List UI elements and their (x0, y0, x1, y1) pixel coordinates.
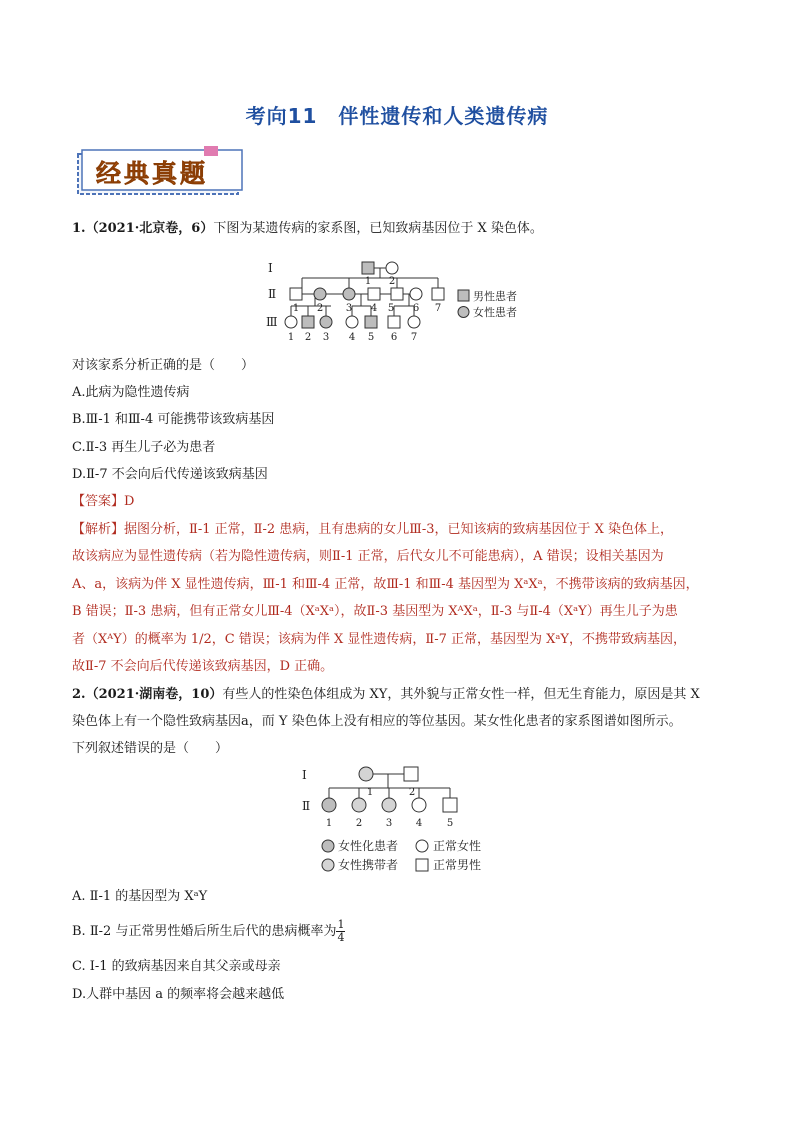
legend-affected-male-icon (458, 290, 469, 301)
ped1-num: 1 (364, 276, 372, 287)
legend-normal-female-icon (416, 840, 428, 852)
legend-female-carrier-label: 女性携带者 (338, 858, 399, 872)
ped1-num: 3 (322, 332, 330, 343)
ped1-III2-affected-male (302, 316, 314, 328)
ped1-II2-affected-female (314, 288, 326, 300)
ped1-III6-normal-male (388, 316, 400, 328)
ped2-II4-normal-female (412, 798, 426, 812)
ped1-num: 7 (434, 303, 442, 314)
section-banner-text: 经典真题 (96, 159, 209, 188)
q1-pedigree-diagram (262, 244, 542, 354)
ped1-num: 6 (390, 332, 398, 343)
q2-stem-line (72, 686, 700, 704)
legend-affected-male-label: 男性患者 (473, 290, 517, 303)
ped2-num: 3 (385, 818, 393, 829)
ped1-num: 6 (412, 303, 420, 314)
q2-option-b: B. Ⅱ-2 与正常男性婚后所生后代的患病概率为 (72, 924, 337, 939)
ped1-num: 5 (367, 332, 375, 343)
ped1-II3-affected-female (343, 288, 355, 300)
ped1-III7-normal-female (408, 316, 420, 328)
legend-normal-male-icon (416, 859, 428, 871)
ped1-gen-label: Ⅲ (266, 315, 278, 329)
q2-pedigree-diagram (298, 764, 518, 876)
legend-feminized-patient-icon (322, 840, 334, 852)
legend-normal-female-label: 正常女性 (433, 839, 482, 853)
q2-number: 2. (72, 687, 86, 702)
ped1-num: 1 (292, 303, 300, 314)
ped1-II5-normal-male (391, 288, 403, 300)
q1-stem: 下图为某遗传病的家系图，已知致病基因位于 X 染色体。 (213, 221, 543, 236)
q1-source: （2021·北京卷，6） (85, 221, 214, 236)
ped1-num: 2 (304, 332, 312, 343)
q2-option-c: C. Ⅰ-1 的致病基因来自其父亲或母亲 (72, 959, 281, 974)
ped2-num: 2 (408, 787, 416, 798)
legend-female-carrier-icon (322, 859, 334, 871)
legend-feminized-patient-label: 女性化患者 (338, 839, 399, 853)
q1-answer-value: D (124, 494, 135, 509)
ped1-num: 2 (316, 303, 324, 314)
legend-normal-male-label: 正常男性 (433, 858, 482, 872)
q2-option-a: A. Ⅱ-1 的基因型为 XᵃY (72, 889, 208, 904)
ped1-num: 4 (370, 303, 378, 314)
ped1-num: 1 (287, 332, 295, 343)
fraction-numerator: 1 (337, 918, 345, 931)
ped2-II2-carrier-female (352, 798, 366, 812)
q2-source: （2021·湖南卷，10） (85, 687, 223, 702)
ped1-II6-normal-female (410, 288, 422, 300)
q1-analysis-line: 故该病应为显性遗传病（若为隐性遗传病，则Ⅱ-1 正常，后代女儿不可能患病），A 错误；设相关基因为 (72, 549, 664, 564)
q1-number: 1. (72, 221, 86, 236)
ped1-num: 3 (345, 303, 353, 314)
ped1-I1-affected-male (362, 262, 374, 274)
q2-option-b-fraction (336, 919, 345, 944)
q1-stem-line (72, 220, 543, 238)
q1-analysis-text: 据图分析，Ⅱ-1 正常，Ⅱ-2 患病，且有患病的女儿Ⅲ-3，已知该病的致病基因位于 X 染色体上， (124, 522, 673, 537)
q1-option-d: D.Ⅱ-7 不会向后代传递该致病基因 (72, 467, 268, 482)
ped2-II1-feminized-patient (322, 798, 336, 812)
q1-analysis-line (72, 521, 673, 539)
ped1-gen-label: Ⅱ (268, 287, 277, 301)
ped1-III4-normal-female (346, 316, 358, 328)
q2-stem: 有些人的性染色体组成为 XY，其外貌与正常女性一样，但无生育能力，原因是其 X (222, 687, 700, 702)
q1-analysis-line: 者（XᴬY）的概率为 1/2，C 错误；该病为伴 X 显性遗传病，Ⅱ-7 正常，基因型为 XᵃY，不携带致病基因， (72, 632, 687, 647)
ped1-III1-normal-female (285, 316, 297, 328)
ped1-III3-affected-female (320, 316, 332, 328)
ped1-num: 4 (348, 332, 356, 343)
q1-prompt: 对该家系分析正确的是（ ） (72, 358, 255, 373)
q1-option-b: B.Ⅲ-1 和Ⅲ-4 可能携带该致病基因 (72, 412, 275, 427)
ped2-num: 2 (355, 818, 363, 829)
q1-answer-line (72, 493, 134, 511)
ped1-II1-normal-male (290, 288, 302, 300)
ped1-gen-label: Ⅰ (268, 261, 273, 275)
ped2-num: 1 (325, 818, 333, 829)
ped2-II3-carrier-female (382, 798, 396, 812)
ped1-num: 2 (388, 276, 396, 287)
q2-stem-line: 染色体上有一个隐性致病基因a，而 Y 染色体上没有相应的等位基因。某女性化患者的家系图谱如图所示。 (72, 714, 682, 729)
page-title: 考向11 伴性遗传和人类遗传病 (245, 104, 549, 128)
q1-answer-label: 【答案】 (72, 494, 125, 509)
ped2-II5-normal-male (443, 798, 457, 812)
ped2-num: 5 (446, 818, 454, 829)
legend-affected-female-icon (458, 307, 469, 318)
q2-option-b-line (72, 918, 345, 946)
ped2-gen-label: Ⅰ (302, 768, 307, 782)
ped1-I2-normal-female (386, 262, 398, 274)
q1-option-a: A.此病为隐性遗传病 (72, 385, 190, 400)
q1-analysis-label: 【解析】 (72, 522, 125, 537)
section-banner (76, 146, 246, 198)
q2-option-d: D.人群中基因 a 的频率将会越来越低 (72, 987, 285, 1002)
ped2-num: 4 (415, 818, 423, 829)
q1-analysis-line: B 错误；Ⅱ-3 患病，但有正常女儿Ⅲ-4（XᵃXᵃ），故Ⅱ-3 基因型为 XᴬXᵃ，Ⅱ-3 与Ⅱ-4（XᵃY）再生儿子为患 (72, 604, 678, 619)
ped2-gen-label: Ⅱ (302, 799, 311, 813)
ped1-num: 7 (410, 332, 418, 343)
fraction-denominator: 4 (337, 931, 345, 944)
q1-analysis-line: 故Ⅱ-7 不会向后代传递该致病基因，D 正确。 (72, 659, 334, 674)
ped1-num: 5 (387, 303, 395, 314)
ped1-II7-normal-male (432, 288, 444, 300)
ped1-II4-normal-male (368, 288, 380, 300)
ped1-III5-affected-male (365, 316, 377, 328)
q1-analysis-line: A、a，该病为伴 X 显性遗传病，Ⅲ-1 和Ⅲ-4 正常，故Ⅲ-1 和Ⅲ-4 基因型为 XᵃXᵃ，不携带该病的致病基因， (72, 577, 699, 592)
ped2-num: 1 (366, 787, 374, 798)
ped2-I1-carrier-female (359, 767, 373, 781)
legend-affected-female-label: 女性患者 (473, 306, 517, 319)
q1-option-c: C.Ⅱ-3 再生儿子必为患者 (72, 440, 216, 455)
ped2-I2-normal-male (404, 767, 418, 781)
q2-stem-line: 下列叙述错误的是（ ） (72, 741, 229, 756)
